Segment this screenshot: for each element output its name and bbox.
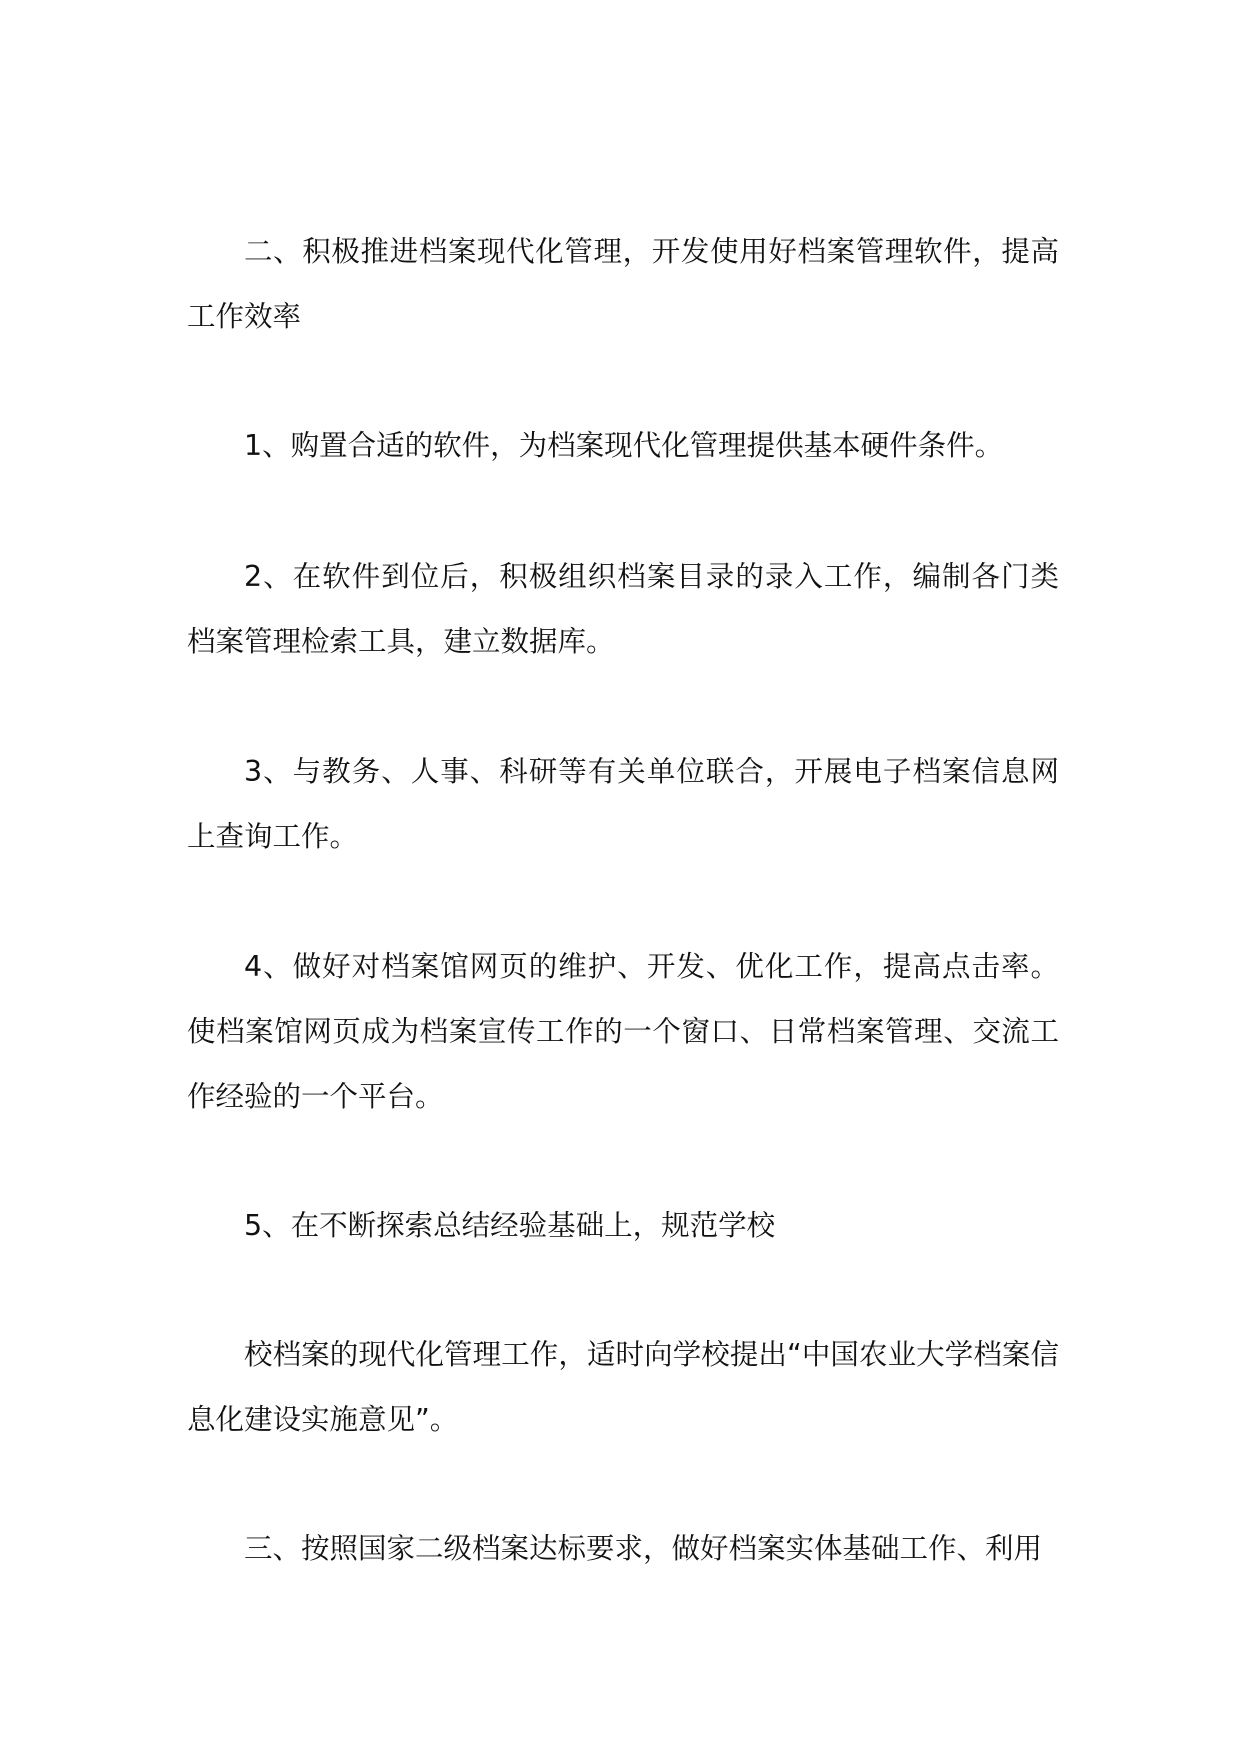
document-body [187, 219, 1059, 1645]
section-heading-three: 三、按照国家二级档案达标要求，做好档案实体基础工作、利用 [244, 1532, 1043, 1565]
list-item-5: 5、在不断探索总结经验基础上，规范学校 [244, 1209, 776, 1242]
list-item-5-continuation: 校档案的现代化管理工作，适时向学校提出“中国农业大学档案信息化建设实施意见”。 [187, 1338, 1059, 1436]
list-item-2: 2、在软件到位后，积极组织档案目录的录入工作，编制各门类档案管理检索工具，建立数据库。 [187, 560, 1059, 658]
section-heading-two: 二、积极推进档案现代化管理，开发使用好档案管理软件，提高工作效率 [187, 235, 1059, 333]
list-item-1: 1、购置合适的软件，为档案现代化管理提供基本硬件条件。 [244, 429, 1004, 462]
list-item-4: 4、做好对档案馆网页的维护、开发、优化工作，提高点击率。使档案馆网页成为档案宣传工作的一个窗口、日常档案管理、交流工作经验的一个平台。 [187, 950, 1059, 1113]
list-item-3: 3、与教务、人事、科研等有关单位联合，开展电子档案信息网上查询工作。 [187, 755, 1059, 853]
